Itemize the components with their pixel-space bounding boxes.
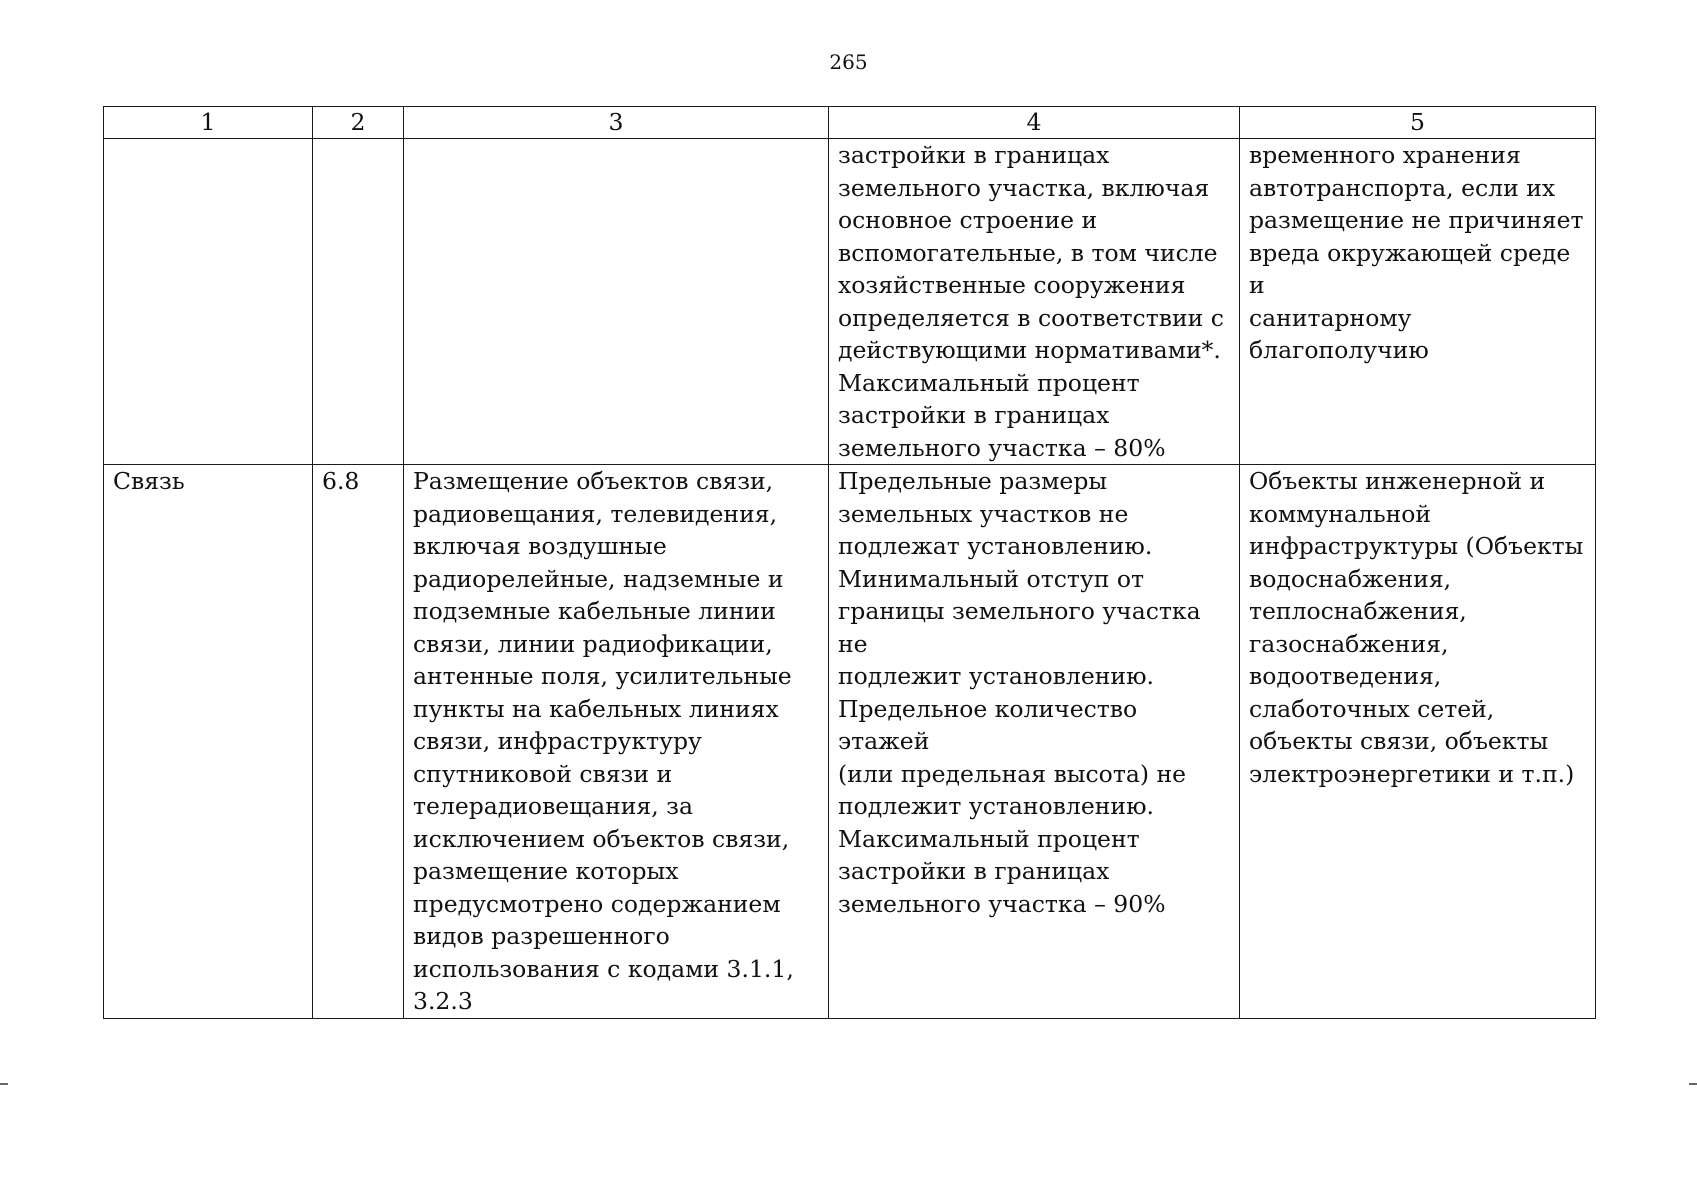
table-cell-auxiliary: Объекты инженерной и коммунальной инфраструктуры (Объекты водоснабжения, теплоснабжения, газоснабжения, водоотведения, слаботочных сетей, объекты связи, объекты электроэнергетики и т.п.) [1240, 465, 1596, 1019]
table-cell-parameters: Предельные размеры земельных участков не подлежат установлению. Минимальный отступ от границы земельного участка не подлежит установлению. Предельное количество этажей (или предельная высота) не подлежит установлению. Максимальный процент застройки в границах земельного участка – 90% [829, 465, 1240, 1019]
scan-margin-mark-right [1689, 1083, 1697, 1085]
column-header-4: 4 [829, 107, 1240, 139]
table-cell-name: Связь [104, 465, 313, 1019]
column-header-5: 5 [1240, 107, 1596, 139]
regulations-table [103, 106, 1596, 1019]
table-cell-description [404, 139, 829, 465]
column-header-3: 3 [404, 107, 829, 139]
table-header-row [104, 107, 1596, 139]
table-cell-name [104, 139, 313, 465]
table-cell-auxiliary: временного хранения автотранспорта, если их размещение не причиняет вреда окружающей среде и санитарному благополучию [1240, 139, 1596, 465]
column-header-2: 2 [313, 107, 404, 139]
table-row [104, 465, 1596, 1019]
table-cell-parameters: застройки в границах земельного участка, включая основное строение и вспомогательные, в том числе хозяйственные сооружения определяется в соответствии с действующими нормативами*. Максимальный процент застройки в границах земельного участка – 80% [829, 139, 1240, 465]
page-number: 265 [829, 50, 868, 74]
table-cell-code [313, 139, 404, 465]
scan-margin-mark-left [0, 1083, 8, 1085]
table-cell-code: 6.8 [313, 465, 404, 1019]
column-header-1: 1 [104, 107, 313, 139]
table-cell-description: Размещение объектов связи, радиовещания, телевидения, включая воздушные радиорелейные, надземные и подземные кабельные линии связи, линии радиофикации, антенные поля, усилительные пункты на кабельных линиях связи, инфраструктуру спутниковой связи и телерадиовещания, за исключением объектов связи, размещение которых предусмотрено содержанием видов разрешенного использования с кодами 3.1.1, 3.2.3 [404, 465, 829, 1019]
table-row [104, 139, 1596, 465]
